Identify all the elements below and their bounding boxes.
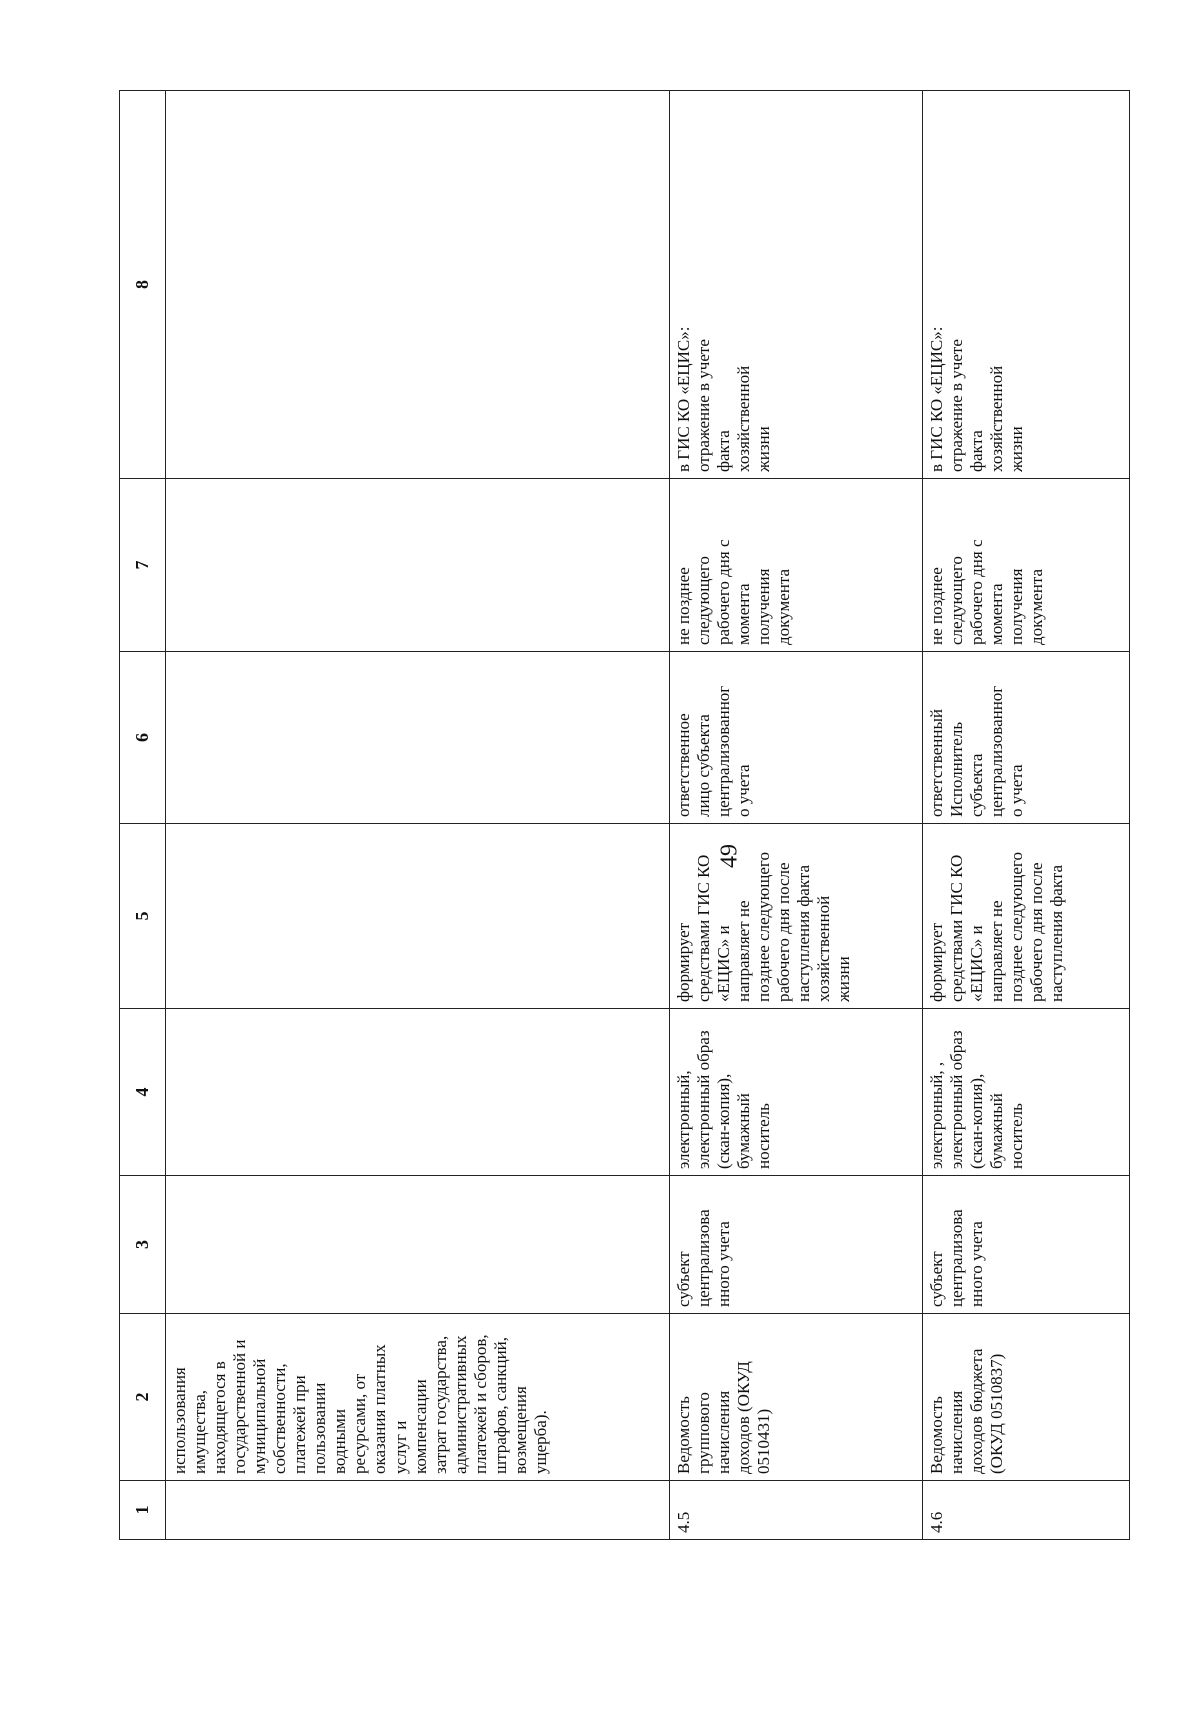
cell-responsible: [166, 652, 670, 824]
column-header-4: 4: [120, 1009, 166, 1176]
cell-responsible: ответственный Исполнитель субъекта централизованног о учета: [923, 652, 1130, 824]
table-row-4-6: [923, 91, 1130, 1540]
cell-number: [166, 1481, 670, 1540]
cell-form: электронный, , электронный образ (скан-копия), бумажный носитель: [923, 1009, 1130, 1176]
cell-deadline: не позднее следующего рабочего дня с момента получения документа: [923, 479, 1130, 652]
column-header-6: 6: [120, 652, 166, 824]
cell-action: формирует средствами ГИС КО «ЕЦИС» и направляет не позднее следующего рабочего дня после наступления факта: [923, 824, 1130, 1009]
column-header-2: 2: [120, 1314, 166, 1481]
cell-responsible: ответственное лицо субъекта централизованног о учета: [670, 652, 923, 824]
cell-deadline: не позднее следующего рабочего дня с момента получения документа: [670, 479, 923, 652]
table-header-row: [120, 91, 166, 1540]
cell-action: формирует средствами ГИС КО «ЕЦИС» и направляет не позднее следующего рабочего дня после наступления факта хозяйственной жизни: [670, 824, 923, 1009]
cell-deadline: [166, 479, 670, 652]
document-table: [119, 90, 1130, 1540]
cell-creator: [166, 1176, 670, 1314]
cell-form: [166, 1009, 670, 1176]
cell-document: Ведомость группового начисления доходов (ОКУД 0510431): [670, 1314, 923, 1481]
cell-number: 4.6: [923, 1481, 1130, 1540]
cell-document: использования имущества, находящегося в государственной и муниципальной собственности, платежей при пользовании водными ресурсами, от оказания платных услуг и компенсации затрат государства, административных платежей и сборов, штрафов, санкций, возмещения ущерба).: [166, 1314, 670, 1481]
page-number: 49: [716, 844, 743, 868]
table-row-4-5: [670, 91, 923, 1540]
column-header-7: 7: [120, 479, 166, 652]
cell-result: [166, 91, 670, 479]
cell-creator: субъект централизова нного учета: [670, 1176, 923, 1314]
cell-result: в ГИС КО «ЕЦИС»: отражение в учете факта хозяйственной жизни: [923, 91, 1130, 479]
rotated-table-wrapper: [119, 91, 1129, 1540]
cell-form: электронный, электронный образ (скан-копия), бумажный носитель: [670, 1009, 923, 1176]
cell-number: 4.5: [670, 1481, 923, 1540]
cell-action: [166, 824, 670, 1009]
cell-result: в ГИС КО «ЕЦИС»: отражение в учете факта хозяйственной жизни: [670, 91, 923, 479]
column-header-1: 1: [120, 1481, 166, 1540]
table-row-continuation: [166, 91, 670, 1540]
column-header-3: 3: [120, 1176, 166, 1314]
column-header-5: 5: [120, 824, 166, 1009]
column-header-8: 8: [120, 91, 166, 479]
cell-document: Ведомость начисления доходов бюджета (ОКУД 0510837): [923, 1314, 1130, 1481]
cell-creator: субъект централизова нного учета: [923, 1176, 1130, 1314]
